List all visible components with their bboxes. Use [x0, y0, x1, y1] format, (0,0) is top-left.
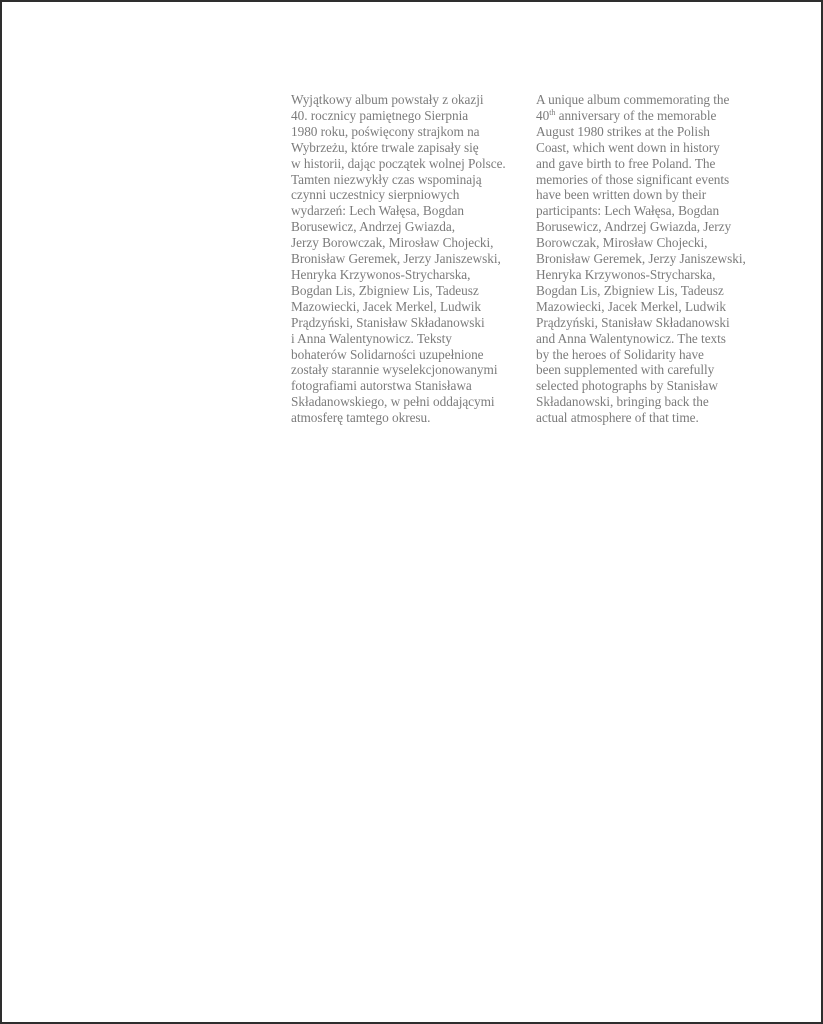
polish-line: i Anna Walentynowicz. Teksty — [291, 330, 452, 346]
english-line: Bogdan Lis, Zbigniew Lis, Tadeusz — [536, 282, 724, 298]
ordinal-suffix: th — [549, 107, 556, 117]
polish-line: czynni uczestnicy sierpniowych — [291, 187, 460, 203]
english-line: A unique album commemorating the — [536, 92, 730, 107]
polish-line: fotografiami autorstwa Stanisława — [291, 378, 472, 394]
english-line: actual atmosphere of that time. — [536, 410, 699, 426]
english-line: by the heroes of Solidarity have — [536, 346, 704, 362]
english-line: Borowczak, Mirosław Chojecki, — [536, 235, 708, 251]
english-text-column — [536, 92, 771, 426]
english-line: been supplemented with carefully — [536, 362, 715, 378]
polish-line: Tamten niezwykły czas wspominają — [291, 171, 482, 187]
polish-text-column — [291, 92, 526, 426]
english-line: and Anna Walentynowicz. The texts — [536, 330, 726, 346]
ordinal-number: 40 — [536, 107, 550, 123]
polish-line: bohaterów Solidarności uzupełnione — [291, 346, 484, 362]
ordinal-line-rest: anniversary of the memorable — [555, 107, 717, 123]
polish-line: zostały starannie wyselekcjonowanymi — [291, 362, 498, 378]
polish-line: Bronisław Geremek, Jerzy Janiszewski, — [291, 251, 501, 267]
english-line: memories of those significant events — [536, 171, 730, 187]
polish-line: w historii, dając początek wolnej Polsce. — [291, 155, 506, 171]
english-line: Bronisław Geremek, Jerzy Janiszewski, — [536, 251, 746, 267]
polish-line: Mazowiecki, Jacek Merkel, Ludwik — [291, 298, 482, 314]
english-line: Borusewicz, Andrzej Gwiazda, Jerzy — [536, 219, 732, 235]
polish-line: Jerzy Borowczak, Mirosław Chojecki, — [291, 235, 494, 251]
english-line: Prądzyński, Stanisław Składanowski — [536, 314, 730, 330]
english-line: Coast, which went down in history — [536, 139, 720, 155]
polish-line: 40. rocznicy pamiętnego Sierpnia — [291, 107, 469, 123]
english-line-ordinal — [536, 108, 771, 124]
english-line: Składanowski, bringing back the — [536, 394, 709, 410]
english-line: and gave birth to free Poland. The — [536, 155, 716, 171]
polish-line: Składanowskiego, w pełni oddającymi — [291, 394, 495, 410]
english-line: participants: Lech Wałęsa, Bogdan — [536, 203, 720, 219]
polish-line: Henryka Krzywonos-Strycharska, — [291, 266, 471, 282]
english-line: Mazowiecki, Jacek Merkel, Ludwik — [536, 298, 727, 314]
polish-line: Wyjątkowy album powstały z okazji — [291, 92, 484, 107]
polish-line: Bogdan Lis, Zbigniew Lis, Tadeusz — [291, 282, 479, 298]
polish-line: wydarzeń: Lech Wałęsa, Bogdan — [291, 203, 464, 219]
english-line: Henryka Krzywonos-Strycharska, — [536, 266, 716, 282]
polish-line: Prądzyński, Stanisław Składanowski — [291, 314, 485, 330]
polish-line: atmosferę tamtego okresu. — [291, 410, 431, 426]
english-line: selected photographs by Stanisław — [536, 378, 718, 394]
polish-line: 1980 roku, poświęcony strajkom na — [291, 123, 480, 139]
english-line: have been written down by their — [536, 187, 707, 203]
english-line: August 1980 strikes at the Polish — [536, 123, 710, 139]
polish-line: Borusewicz, Andrzej Gwiazda, — [291, 219, 456, 235]
polish-line: Wybrzeżu, które trwale zapisały się — [291, 139, 479, 155]
